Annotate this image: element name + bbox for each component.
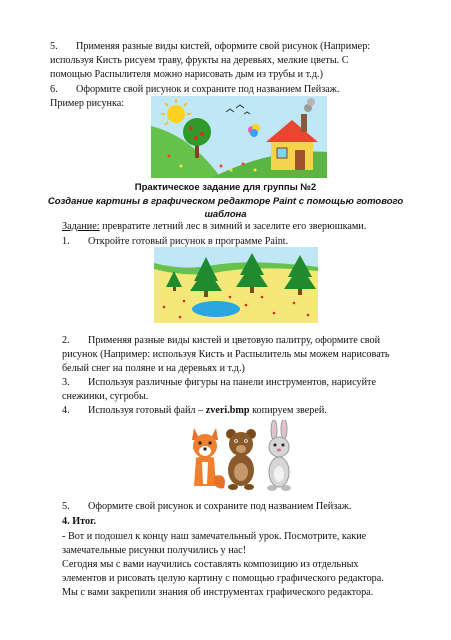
task-step-4 [62,404,327,417]
step-number: 1. [62,236,70,247]
result-line-3: Сегодня мы с вами научились составлять композицию из отдельных [62,559,359,570]
result-heading [62,515,96,528]
task-step-2-line2: рисунок (Например: используя Кисть и Распылитель мы можем нарисовать [62,349,390,360]
fox-figure [192,428,225,489]
task-subtitle-line2: шаблона [204,209,247,220]
step-number: 5. [50,41,58,52]
step-5-line3: помощью Распылителя можно нарисовать дым из трубы и т.д.) [50,69,323,80]
task-step-2 [62,334,380,347]
result-line-1: - Вот и подошел к концу наш замечательный урок. Посмотрите, какие [62,531,367,542]
task-step-3 [62,376,376,389]
step-number: 2. [62,335,70,346]
task-label: Задание: [62,221,100,232]
step-text-end: копируем зверей. [249,405,327,416]
step-text: Оформите свой рисунок и сохраните под названием Пейзаж. [88,501,352,512]
step-text: Используя различные фигуры на панели инструментов, нарисуйте [88,377,377,388]
step-text: Откройте готовый рисунок в программе Paint. [88,236,289,247]
result-line-5: Мы с вами закрепили знания об инструментах графического редактора. [62,587,374,598]
file-name: zveri.bmp [205,405,250,416]
task-step-2-line3: белый снег на поляне и на деревьях и т.д.) [62,363,245,374]
step-number: 5. [62,501,70,512]
task-subtitle: Создание картины в графическом редакторе Paint с помощью готового [47,196,404,207]
task-step-3-line2: снежинки, сугробы. [62,391,149,402]
forest-template-image [154,247,318,323]
step-text: Применяя разные виды кистей, оформите свой рисунок (Например: [76,41,371,52]
task-text: превратите летний лес в зимний и заселите его зверюшками. [102,221,367,232]
task-step-5 [62,500,351,513]
step-5 [50,40,370,53]
animals-image [188,420,304,494]
landscape-example-image [151,96,327,178]
result-line-4: элементов и рисовать целую картину с помощью графического редактора. [62,573,384,584]
step-text: Используя готовый файл – [88,405,206,416]
step-text: Применяя разные виды кистей и цветовую палитру, оформите свой [88,335,381,346]
hare-figure [267,420,291,491]
example-label: Пример рисунка: [50,98,125,109]
step-6 [50,83,339,96]
bear-figure [226,429,256,490]
step-number: 3. [62,377,70,388]
task-title: Практическое задание для группы №2 [134,182,317,193]
step-text: Оформите свой рисунок и сохраните под названием Пейзаж. [76,84,340,95]
step-5-line2: используя Кисть рисуем траву, фрукты на деревьях, мелкие цветы. С [50,55,349,66]
result-title: Итог. [72,516,97,527]
task-statement [62,220,366,233]
result-line-2: замечательные рисунки получились у нас! [62,545,247,556]
step-number: 6. [50,84,58,95]
step-number: 4. [62,405,70,416]
result-number: 4. [62,516,70,527]
